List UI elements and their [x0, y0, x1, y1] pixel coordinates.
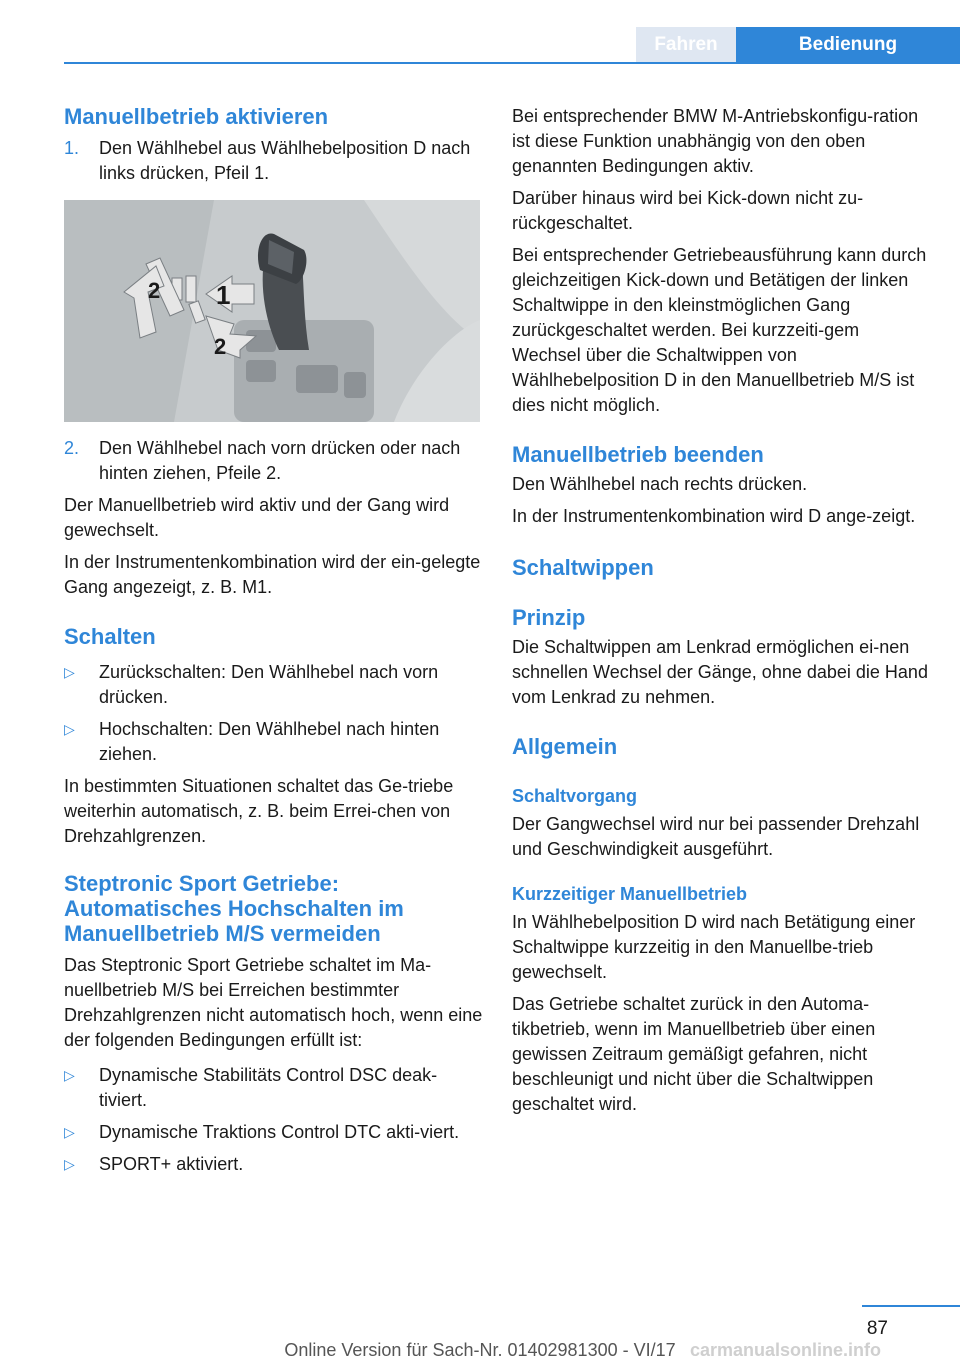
heading-schalten: Schalten	[64, 624, 156, 649]
bullet-item	[64, 1120, 484, 1145]
page-number: 87	[866, 1318, 888, 1339]
right-column	[512, 104, 932, 1117]
paragraph: Die Schaltwippen am Lenkrad ermöglichen ei-nen schnellen Wechsel der Gänge, ohne dabei die Hand vom Lenkrad zu nehmen.	[512, 637, 928, 707]
header-tabs	[636, 27, 960, 62]
paragraph: In der Instrumentenkombination wird der ein-gelegte Gang angezeigt, z. B. M1.	[64, 552, 481, 597]
paragraph: In der Instrumentenkombination wird D ange-zeigt.	[512, 506, 916, 526]
paragraph: Das Steptronic Sport Getriebe schaltet im Ma-nuellbetrieb M/S bei Erreichen bestimmter Drehzahlgrenzen nicht automatisch hoch, wenn eine der folgenden Bedingungen erfüllt ist:	[64, 955, 483, 1050]
step-1-number: 1.	[64, 138, 80, 158]
bullet-arrow-icon: ▷	[64, 1067, 75, 1083]
bullet-arrow-icon: ▷	[64, 664, 75, 680]
online-version-line: Online Version für Sach-Nr. 01402981300 - VI/17	[284, 1340, 676, 1360]
figure-label-arrow-1: 1	[216, 280, 231, 310]
figure-label-arrow-2-lower: 2	[214, 334, 227, 359]
bullet-arrow-icon: ▷	[64, 1124, 75, 1140]
step-1-text: Den Wählhebel aus Wählhebelposition D nach links drücken, Pfeil 1.	[99, 138, 471, 183]
paragraph: Bei entsprechender Getriebeausführung kann durch gleichzeitigen Kick-down und Betätigen der linken Schaltwippe in den kleinstmöglichen Gang zurückgeschaltet werden. Bei kurzzeiti-gem Wechsel über die Schaltwippen von Wählhebelposition D in den Manuellbetrieb M/S ist dies nicht möglich.	[512, 245, 927, 415]
bullet-item	[64, 717, 484, 767]
bullet-text: Hochschalten: Den Wählhebel nach hinten ziehen.	[99, 719, 440, 764]
bullet-item	[64, 660, 484, 710]
footer-rule	[862, 1305, 960, 1307]
step-2-number: 2.	[64, 438, 80, 458]
heading-steptronic: Steptronic Sport Getriebe: Automatisches Hochschalten im Manuellbetrieb M/S vermeiden	[64, 871, 404, 946]
bullet-text: Dynamische Traktions Control DTC akti-viert.	[99, 1122, 460, 1142]
heading-manual-activate: Manuellbetrieb aktivieren	[64, 104, 329, 129]
paragraph: In Wählhebelposition D wird nach Betätigung einer Schaltwippe kurzzeitig in den Manuellbe-trieb gewechselt.	[512, 912, 916, 982]
paragraph: Der Gangwechsel wird nur bei passender Drehzahl und Geschwindigkeit ausgeführt.	[512, 814, 920, 859]
tab-fahren[interactable]: Fahren	[636, 27, 736, 62]
paragraph: Der Manuellbetrieb wird aktiv und der Gang wird gewechselt.	[64, 495, 450, 540]
step-1	[64, 136, 484, 186]
heading-kurzzeitig: Kurzzeitiger Manuellbetrieb	[512, 884, 748, 904]
watermark: carmanualsonline.info	[690, 1340, 882, 1360]
bullet-item	[64, 1152, 484, 1177]
paragraph: Darüber hinaus wird bei Kick-down nicht zu-rückgeschaltet.	[512, 188, 864, 233]
step-2	[64, 436, 484, 486]
bullet-text: Dynamische Stabilitäts Control DSC deak-tiviert.	[99, 1065, 438, 1110]
heading-schaltvorgang: Schaltvorgang	[512, 786, 638, 806]
paragraph: Den Wählhebel nach rechts drücken.	[512, 474, 808, 494]
bullet-arrow-icon: ▷	[64, 1156, 75, 1172]
step-2-text: Den Wählhebel nach vorn drücken oder nach hinten ziehen, Pfeile 2.	[99, 438, 461, 483]
heading-prinzip: Prinzip	[512, 605, 586, 630]
heading-manual-end: Manuellbetrieb beenden	[512, 442, 764, 467]
gear-selector-illustration	[64, 200, 480, 422]
paragraph: Das Getriebe schaltet zurück in den Automa-tikbetrieb, wenn im Manuellbetrieb über einen gewissen Zeitraum gemäßigt gefahren, nicht beschleunigt und nicht über die Schaltwippen geschaltet wird.	[512, 994, 876, 1114]
header-rule	[64, 62, 960, 64]
bullet-arrow-icon: ▷	[64, 721, 75, 737]
tab-bedienung[interactable]: Bedienung	[736, 27, 960, 62]
paragraph: Bei entsprechender BMW M-Antriebskonfigu-ration ist diese Funktion unabhängig von den oben genannten Bedingungen aktiv.	[512, 106, 919, 176]
left-column	[64, 104, 484, 1177]
heading-schaltwippen: Schaltwippen	[512, 555, 654, 580]
bullet-item	[64, 1063, 484, 1113]
figure-label-arrow-2-upper: 2	[148, 278, 161, 303]
bullet-text: SPORT+ aktiviert.	[99, 1154, 244, 1174]
bullet-text: Zurückschalten: Den Wählhebel nach vorn drücken.	[99, 662, 439, 707]
paragraph: In bestimmten Situationen schaltet das Ge-triebe weiterhin automatisch, z. B. beim Errei-chen von Drehzahlgrenzen.	[64, 776, 454, 846]
heading-allgemein: Allgemein	[512, 734, 618, 759]
